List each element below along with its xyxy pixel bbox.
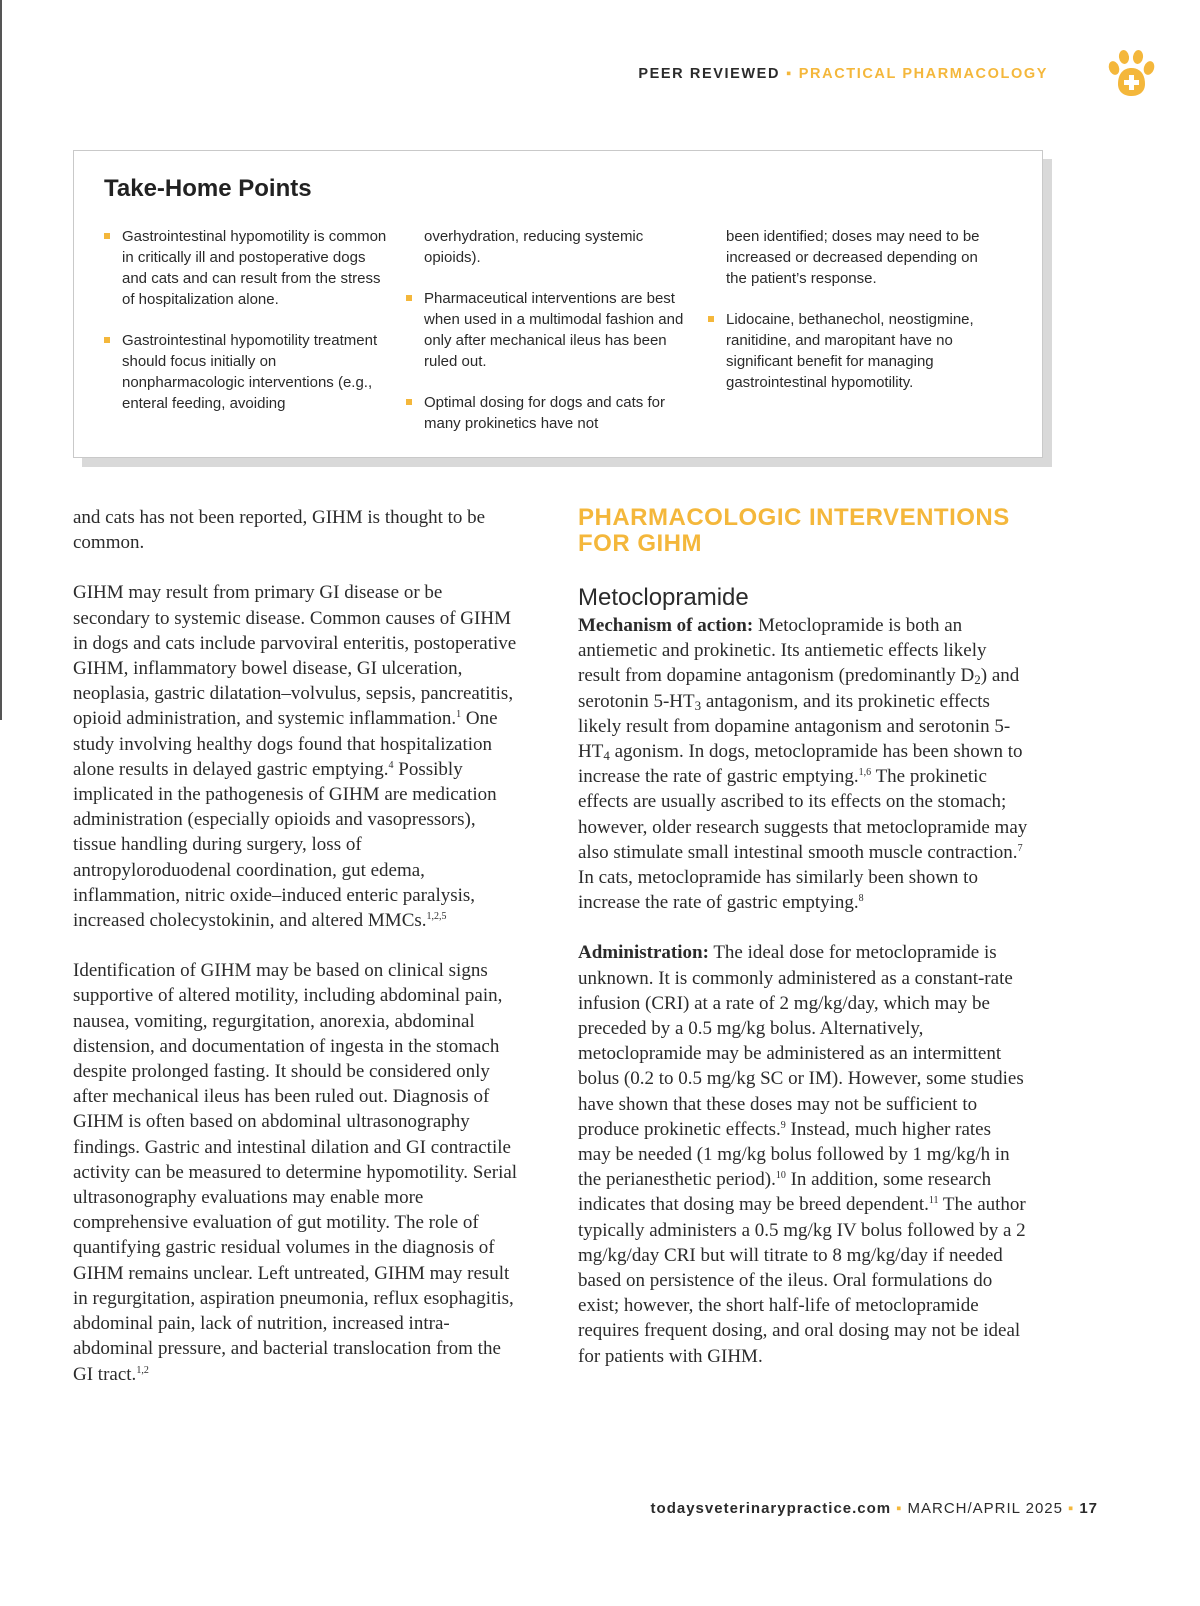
take-home-point: Gastrointestinal hypomotility treatment should focus initially on nonpharmacologic interventions (e.g., enteral feeding, avoiding <box>104 330 388 414</box>
body-column-left <box>73 505 518 1412</box>
citation: 1,6 <box>858 767 872 779</box>
footer-issue-date: MARCH/APRIL 2025 <box>907 1500 1063 1517</box>
citation: 4 <box>388 759 394 771</box>
citation: 10 <box>775 1170 786 1182</box>
body-column-right <box>578 505 1028 1394</box>
paragraph: and cats has not been reported, GIHM is thought to be common. <box>73 507 486 554</box>
run-in-label: Mechanism of action: <box>578 615 754 636</box>
running-header <box>638 66 1048 82</box>
paragraph-causes: GIHM may result from primary GI disease or be secondary to systemic disease. Common causes of GIHM in dogs and cats include parvoviral enteritis, postoperative GIHM, inflammatory bowel disease, GI ulceration, neoplasia, gastric dilatation–volvulus, sepsis, pancreatitis, opioid administration, and systemic inflammation.$^1$ One study involving healthy dogs found that hospitalization alone results in delayed gastric emptying.$^4$ Possibly implicated in the pathogenesis of GIHM are medication administration (especially opioids and vasopressors), tissue handling during surgery, loss of antropyloroduodenal coordination, gut edema, inflammation, nitric oxide–induced enteric paralysis, increased cholecystokinin, and altered MMCs.$^{1,2,5}$ <box>73 582 517 932</box>
citation: 1 <box>456 709 462 721</box>
header-separator: ▪ <box>786 66 793 82</box>
footer-separator: ▪ <box>1067 1500 1075 1517</box>
paragraph-administration: Administration: The ideal dose for metoclopramide is unknown. It is commonly administered as a constant-rate infusion (CRI) at a rate of 2 mg/kg/day, which may be preceded by a 0.5 mg/kg bolus. Alternatively, metoclopramide may be administered as an intermittent bolus (0.2 to 0.5 mg/kg SC or IM). However, some studies have shown that these doses may not be sufficient to produce prokinetic effects.$^9$ Instead, much higher rates may be needed (1 mg/kg bolus followed by 1 mg/kg/h in the perianesthetic period).$^{10}$ In addition, some research indicates that dosing may be breed dependent.$^{11}$ The author typically administers a 0.5 mg/kg IV bolus followed by a 2 mg/kg/day CRI but will titrate to 8 mg/kg/day if needed based on persistence of the ileus. Oral formulations do exist; however, the short half-life of metoclopramide requires frequent dosing, and oral dosing may not be ideal for patients with GIHM. <box>578 942 1026 1367</box>
paragraph-mechanism: Mechanism of action: Metoclopramide is both an antiemetic and prokinetic. Its antiemetic effects likely result from dopamine antagonism (predominantly $D_2$) and serotonin $5-HT_3$ antagonism, and its prokinetic effects likely result from dopamine antagonism and serotonin $5-HT_4$ agonism. In dogs, metoclopramide has been shown to increase the rate of gastric emptying.$^{1,6}$ The prokinetic effects are usually ascribed to its effects on the stomach; however, older research suggests that metoclopramide may also stimulate small intestinal smooth muscle contraction.$^7$ In cats, metoclopramide has similarly been shown to increase the rate of gastric emptying.$^8$ <box>578 615 1028 914</box>
subsection-heading: Metoclopramide <box>578 584 749 611</box>
take-home-point: Optimal dosing for dogs and cats for many prokinetics have not <box>406 392 690 434</box>
header-peer-reviewed: PEER REVIEWED <box>638 66 781 82</box>
citation: 1,2 <box>136 1364 149 1376</box>
citation: 1,2,5 <box>426 911 447 923</box>
take-home-column-1 <box>104 226 388 434</box>
run-in-label: Administration: <box>578 942 709 964</box>
take-home-title: Take-Home Points <box>104 175 312 202</box>
take-home-points-box <box>73 150 1043 458</box>
section-heading: PHARMACOLOGIC INTERVENTIONS FOR GIHM <box>578 504 1010 557</box>
page-edge-rule <box>0 0 2 720</box>
paragraph-identification: Identification of GIHM may be based on clinical signs supportive of altered motility, including abdominal pain, nausea, vomiting, regurgitation, anorexia, abdominal distension, and documentation of ingesta in the stomach despite prolonged fasting. It should be considered only after mechanical ileus has been ruled out. Diagnosis of GIHM is often based on abdominal ultrasonography findings. Gastric and intestinal dilation and GI contractile activity can be measured to determine hypomotility. Serial ultrasonography evaluations may enable more comprehensive evaluation of gut motility. The role of quantifying gastric residual volumes in the diagnosis of GIHM remains unclear. Left untreated, GIHM may result in regurgitation, aspiration pneumonia, reflux esophagitis, abdominal pain, lack of nutrition, increased intra-abdominal pressure, and bacterial translocation from the GI tract.$^{1,2}$ <box>73 960 518 1385</box>
header-section: PRACTICAL PHARMACOLOGY <box>798 66 1048 82</box>
citation: 7 <box>1017 842 1023 854</box>
citation: 9 <box>780 1119 786 1131</box>
take-home-point-continued: been identified; doses may need to be increased or decreased depending on the patient’s response. <box>726 228 980 287</box>
take-home-column-2 <box>406 226 690 454</box>
take-home-column-3 <box>708 226 992 413</box>
take-home-point: Pharmaceutical interventions are best when used in a multimodal fashion and only after mechanical ileus has been ruled out. <box>406 288 690 372</box>
footer-website: todaysveterinarypractice.com <box>650 1500 892 1517</box>
take-home-point-continued: overhydration, reducing systemic opioids). <box>424 228 644 266</box>
take-home-point: Lidocaine, bethanechol, neostigmine, ranitidine, and maropitant have no significant benefit for managing gastrointestinal hypomotility. <box>708 309 992 393</box>
citation: 8 <box>858 893 864 905</box>
page-footer <box>651 1500 1098 1517</box>
paw-plus-icon <box>1104 46 1160 102</box>
page-number: 17 <box>1079 1500 1098 1517</box>
citation: 11 <box>928 1195 939 1207</box>
footer-separator: ▪ <box>896 1500 903 1517</box>
take-home-point: Gastrointestinal hypomotility is common in critically ill and postoperative dogs and cats and can result from the stress of hospitalization alone. <box>104 226 388 310</box>
